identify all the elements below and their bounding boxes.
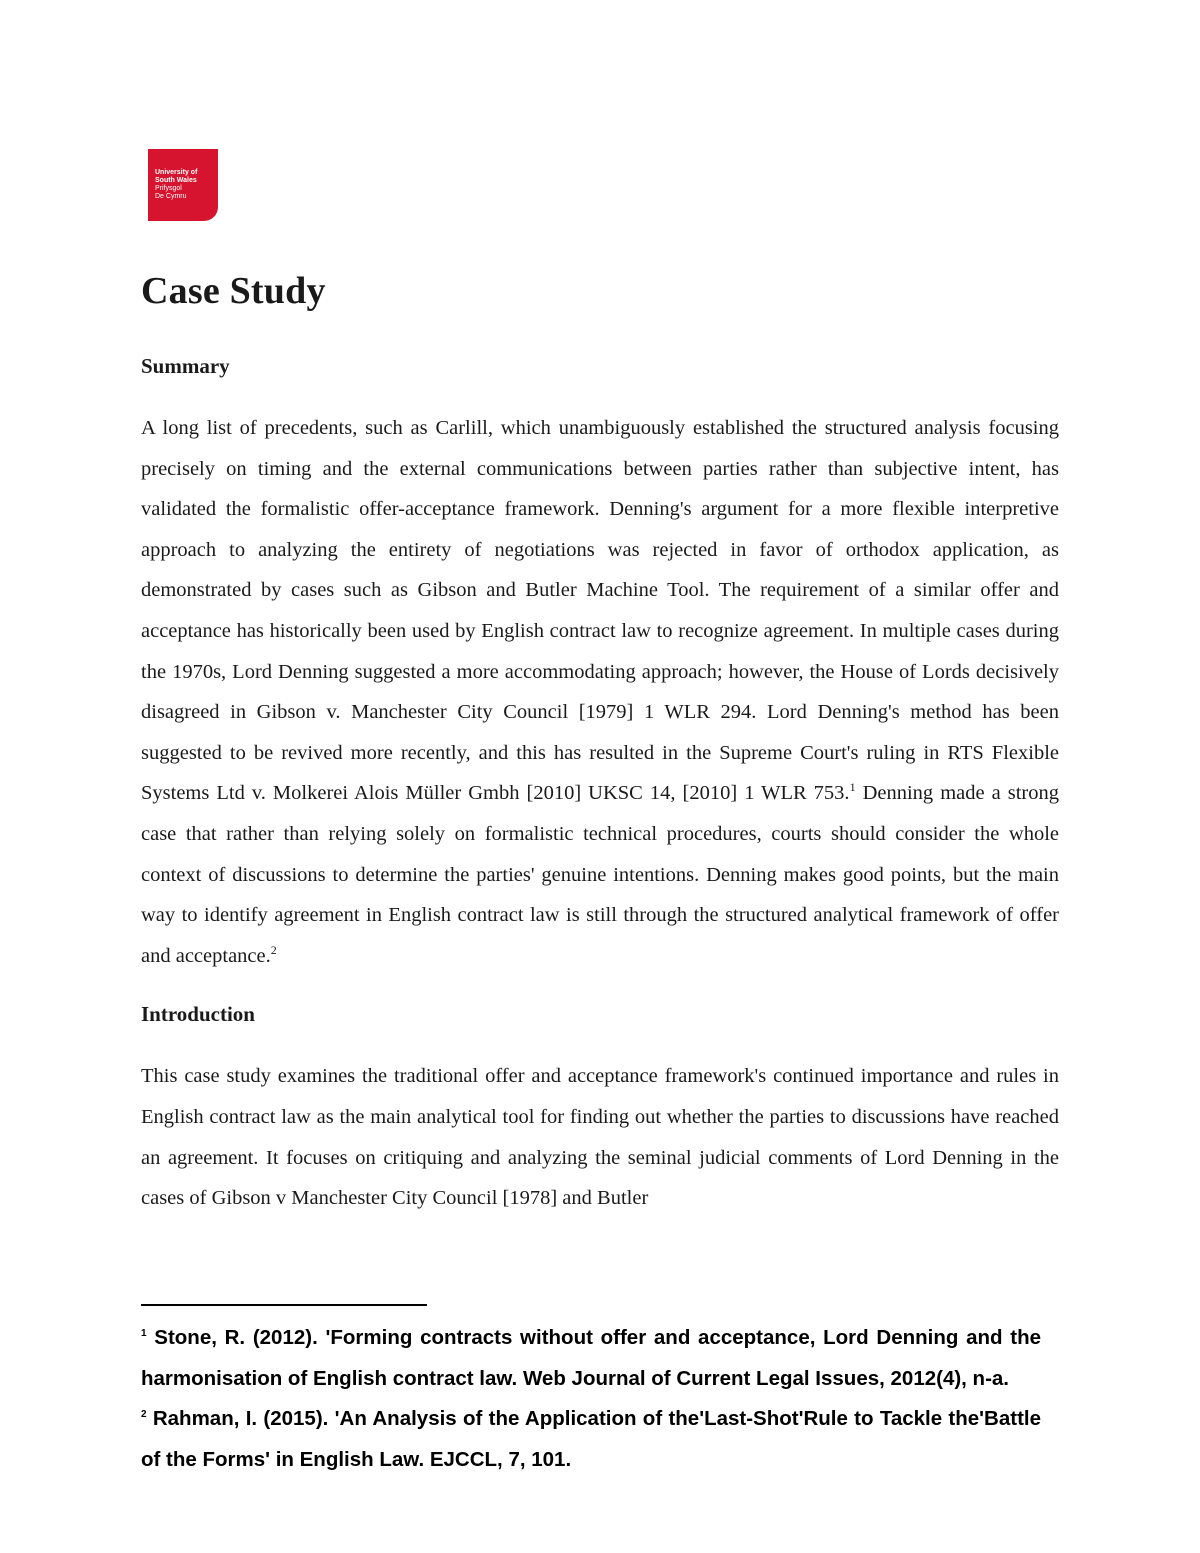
logo-line-4: De Cymru: [155, 193, 187, 200]
document-body: [141, 266, 1059, 1219]
page-title: Case Study: [141, 270, 326, 312]
summary-text-part-2: Denning made a strong case that rather than relying solely on formalistic technical procedures, courts should consider the whole context of discussions to determine the parties' genuine intentions. Denning makes good points, but the main way to identify agreement in English contract law is still through the structured analytical framework of offer and acceptance.: [141, 782, 1059, 967]
logo-line-1: University of: [155, 169, 198, 176]
university-logo: [148, 149, 218, 221]
introduction-paragraph: This case study examines the traditional offer and acceptance framework's continued importance and rules in English contract law as the main analytical tool for finding out whether the parties to discussions have reached an agreement. It focuses on critiquing and analyzing the seminal judicial comments of Lord Denning in the cases of Gibson v Manchester City Council [1978] and Butler: [141, 1065, 1059, 1210]
footnote-2-number: 2: [141, 1409, 147, 1421]
footnote-ref-1[interactable]: 1: [849, 780, 856, 795]
footnote-ref-2[interactable]: 2: [270, 942, 277, 957]
logo-line-2: South Wales: [155, 177, 197, 184]
summary-paragraph: [141, 408, 1059, 976]
footnote-1-number: 1: [141, 1328, 147, 1340]
summary-heading: Summary: [141, 354, 230, 378]
introduction-heading: Introduction: [141, 1002, 255, 1027]
footnote-2: [141, 1399, 1041, 1480]
summary-text-part-1: A long list of precedents, such as Carlill, which unambiguously established the structured analysis focusing precisely on timing and the external communications between parties rather than subjective intent, has validated the formalistic offer-acceptance framework. Denning's argument for a more flexible interpretive approach to analyzing the entirety of negotiations was rejected in favor of orthodox application, as demonstrated by cases such as Gibson and Butler Machine Tool. The requirement of a similar offer and acceptance has historically been used by English contract law to recognize agreement. In multiple cases during the 1970s, Lord Denning suggested a more accommodating approach; however, the House of Lords decisively disagreed in Gibson v. Manchester City Council [1979] 1 WLR 294. Lord Denning's method has been suggested to be revived more recently, and this has resulted in the Supreme Court's ruling in RTS Flexible Systems Ltd v. Molkerei Alois Müller Gmbh [2010] UKSC 14, [2010] 1 WLR 753.: [141, 417, 1059, 805]
footnote-1: [141, 1318, 1041, 1399]
footnote-1-text: Stone, R. (2012). 'Forming contracts without offer and acceptance, Lord Denning and the harmonisation of English contract law. Web Journal of Current Legal Issues, 2012(4), n-a.: [141, 1326, 1041, 1390]
logo-line-3: Prifysgol: [155, 185, 182, 192]
footnote-2-text: Rahman, I. (2015). 'An Analysis of the Application of the'Last-Shot'Rule to Tackle the'Battle of the Forms' in English Law. EJCCL, 7, 101.: [141, 1407, 1041, 1471]
footnotes: [141, 1318, 1041, 1480]
footnote-separator: [141, 1304, 427, 1306]
